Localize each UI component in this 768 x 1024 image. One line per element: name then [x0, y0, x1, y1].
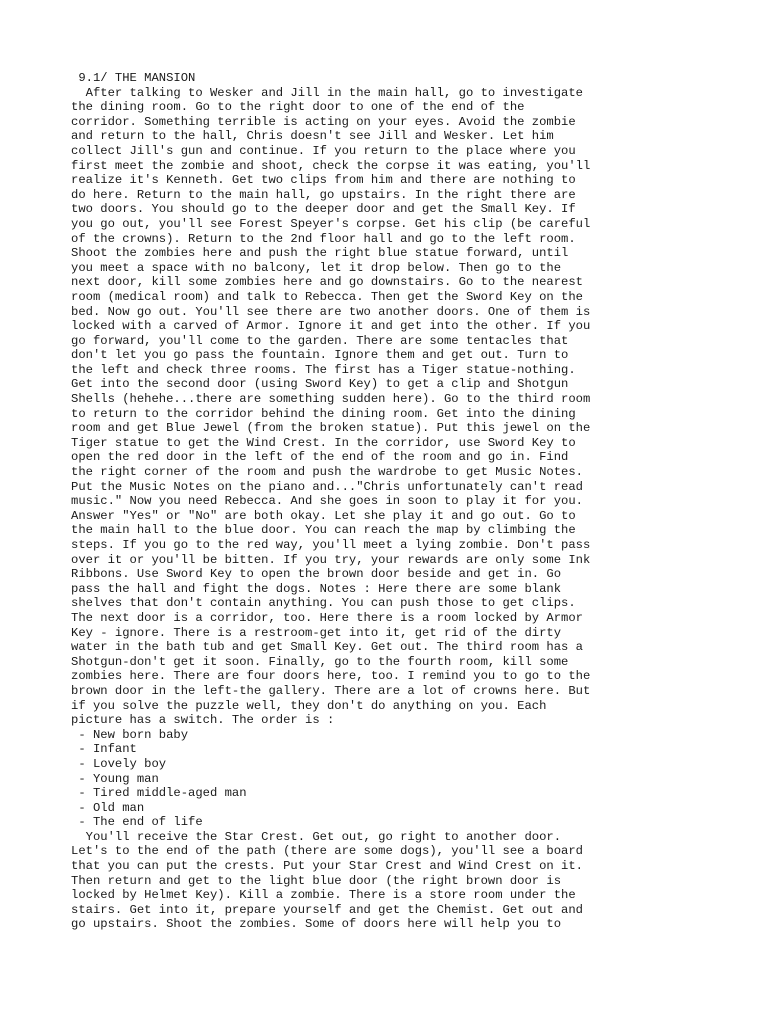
text-line: the dining room. Go to the right door to one of the end of the	[71, 100, 525, 115]
text-line: steps. If you go to the red way, you'll meet a lying zombie. Don't pass	[71, 538, 591, 552]
text-line: you go out, you'll see Forest Speyer's corpse. Get his clip (be careful	[71, 216, 591, 231]
text-line: the right corner of the room and push the wardrobe to get Music Notes.	[71, 465, 583, 480]
section-heading: 9.1/ THE MANSION	[71, 71, 196, 85]
text-line: corridor. Something terrible is acting on your eyes. Avoid the zombie	[71, 114, 576, 129]
text-line: music." Now you need Rebecca. And she goes in soon to play it for you.	[71, 494, 583, 509]
text-line: stairs. Get into it, prepare yourself and get the Chemist. Get out and	[71, 902, 583, 917]
text-line: Shotgun-don't get it soon. Finally, go to the fourth room, kill some	[71, 654, 569, 669]
text-line: water in the bath tub and get Small Key. Get out. The third room has a	[71, 640, 583, 655]
text-line: - New born baby	[71, 727, 189, 742]
text-line: Get into the second door (using Sword Key) to get a clip and Shotgun	[71, 377, 569, 392]
text-line: zombies here. There are four doors here, too. I remind you to go to the	[71, 669, 591, 684]
text-line: brown door in the left-the gallery. There are a lot of crowns here. But	[71, 683, 591, 698]
text-line: next door, kill some zombies here and go downstairs. Go to the nearest	[71, 275, 583, 290]
text-line: pass the hall and fight the dogs. Notes : Here there are some blank	[71, 581, 562, 596]
text-line: locked by Helmet Key). Kill a zombie. There is a store room under the	[71, 888, 576, 903]
text-line: the main hall to the blue door. You can reach the map by climbing the	[71, 523, 576, 538]
text-line: - Infant	[71, 742, 137, 757]
text-line: The next door is a corridor, too. Here there is a room locked by Armor	[71, 610, 583, 625]
text-line: first meet the zombie and shoot, check the corpse it was eating, you'll	[71, 158, 591, 173]
text-line: Answer "Yes" or "No" are both okay. Let she play it and go out. Go to	[71, 508, 576, 523]
text-line: realize it's Kenneth. Get two clips from him and there are nothing to	[71, 173, 576, 188]
text-line: Ribbons. Use Sword Key to open the brown door beside and get in. Go	[71, 567, 562, 582]
text-line: the left and check three rooms. The first has a Tiger statue-nothing.	[71, 362, 576, 377]
text-line: bed. Now go out. You'll see there are two another doors. One of them is	[71, 304, 591, 319]
text-line: Key - ignore. There is a restroom-get into it, get rid of the dirty	[71, 625, 562, 640]
text-line: to return to the corridor behind the dining room. Get into the dining	[71, 406, 576, 421]
text-line: Put the Music Notes on the piano and..."Chris unfortunately can't read	[71, 479, 583, 494]
text-line: room and get Blue Jewel (from the broken statue). Put this jewel on the	[71, 421, 591, 436]
text-line: Then return and get to the light blue door (the right brown door is	[71, 873, 562, 888]
text-line: You'll receive the Star Crest. Get out, go right to another door.	[71, 829, 562, 844]
text-line: do here. Return to the main hall, go upstairs. In the right there are	[71, 187, 576, 202]
text-line: of the crowns). Return to the 2nd floor hall and go to the left room.	[71, 231, 576, 246]
text-line: shelves that don't contain anything. You can push those to get clips.	[71, 596, 576, 611]
text-line: go upstairs. Shoot the zombies. Some of doors here will help you to	[71, 917, 562, 932]
text-line: open the red door in the left of the end of the room and go in. Find	[71, 450, 569, 465]
text-line: Shoot the zombies here and push the right blue statue forward, until	[71, 246, 569, 261]
text-line: - The end of life	[71, 815, 203, 830]
text-line: locked with a carved of Armor. Ignore it and get into the other. If you	[71, 319, 591, 334]
text-line: don't let you go pass the fountain. Ignore them and get out. Turn to	[71, 348, 569, 363]
text-line: go forward, you'll come to the garden. There are some tentacles that	[71, 333, 569, 348]
text-line: - Tired middle-aged man	[71, 786, 247, 801]
document-page	[71, 71, 731, 932]
text-line: you meet a space with no balcony, let it drop below. Then go to the	[71, 260, 562, 275]
text-line: Shells (hehehe...there are something sudden here). Go to the third room	[71, 392, 591, 407]
text-line: room (medical room) and talk to Rebecca. Then get the Sword Key on the	[71, 289, 583, 304]
text-line: - Lovely boy	[71, 756, 167, 771]
text-line: After talking to Wesker and Jill in the main hall, go to investigate	[71, 85, 583, 100]
text-line: if you solve the puzzle well, they don't do anything on you. Each	[71, 698, 547, 713]
text-line: - Young man	[71, 771, 159, 786]
text-line: Tiger statue to get the Wind Crest. In the corridor, use Sword Key to	[71, 435, 576, 450]
text-line: two doors. You should go to the deeper door and get the Small Key. If	[71, 202, 576, 217]
text-line: collect Jill's gun and continue. If you return to the place where you	[71, 143, 576, 158]
text-line: over it or you'll be bitten. If you try, your rewards are only some Ink	[71, 552, 591, 567]
text-line: and return to the hall, Chris doesn't see Jill and Wesker. Let him	[71, 129, 554, 144]
text-line: that you can put the crests. Put your Star Crest and Wind Crest on it.	[71, 859, 583, 874]
text-line: picture has a switch. The order is :	[71, 713, 335, 728]
text-line: - Old man	[71, 800, 145, 815]
text-line: Let's to the end of the path (there are some dogs), you'll see a board	[71, 844, 583, 859]
